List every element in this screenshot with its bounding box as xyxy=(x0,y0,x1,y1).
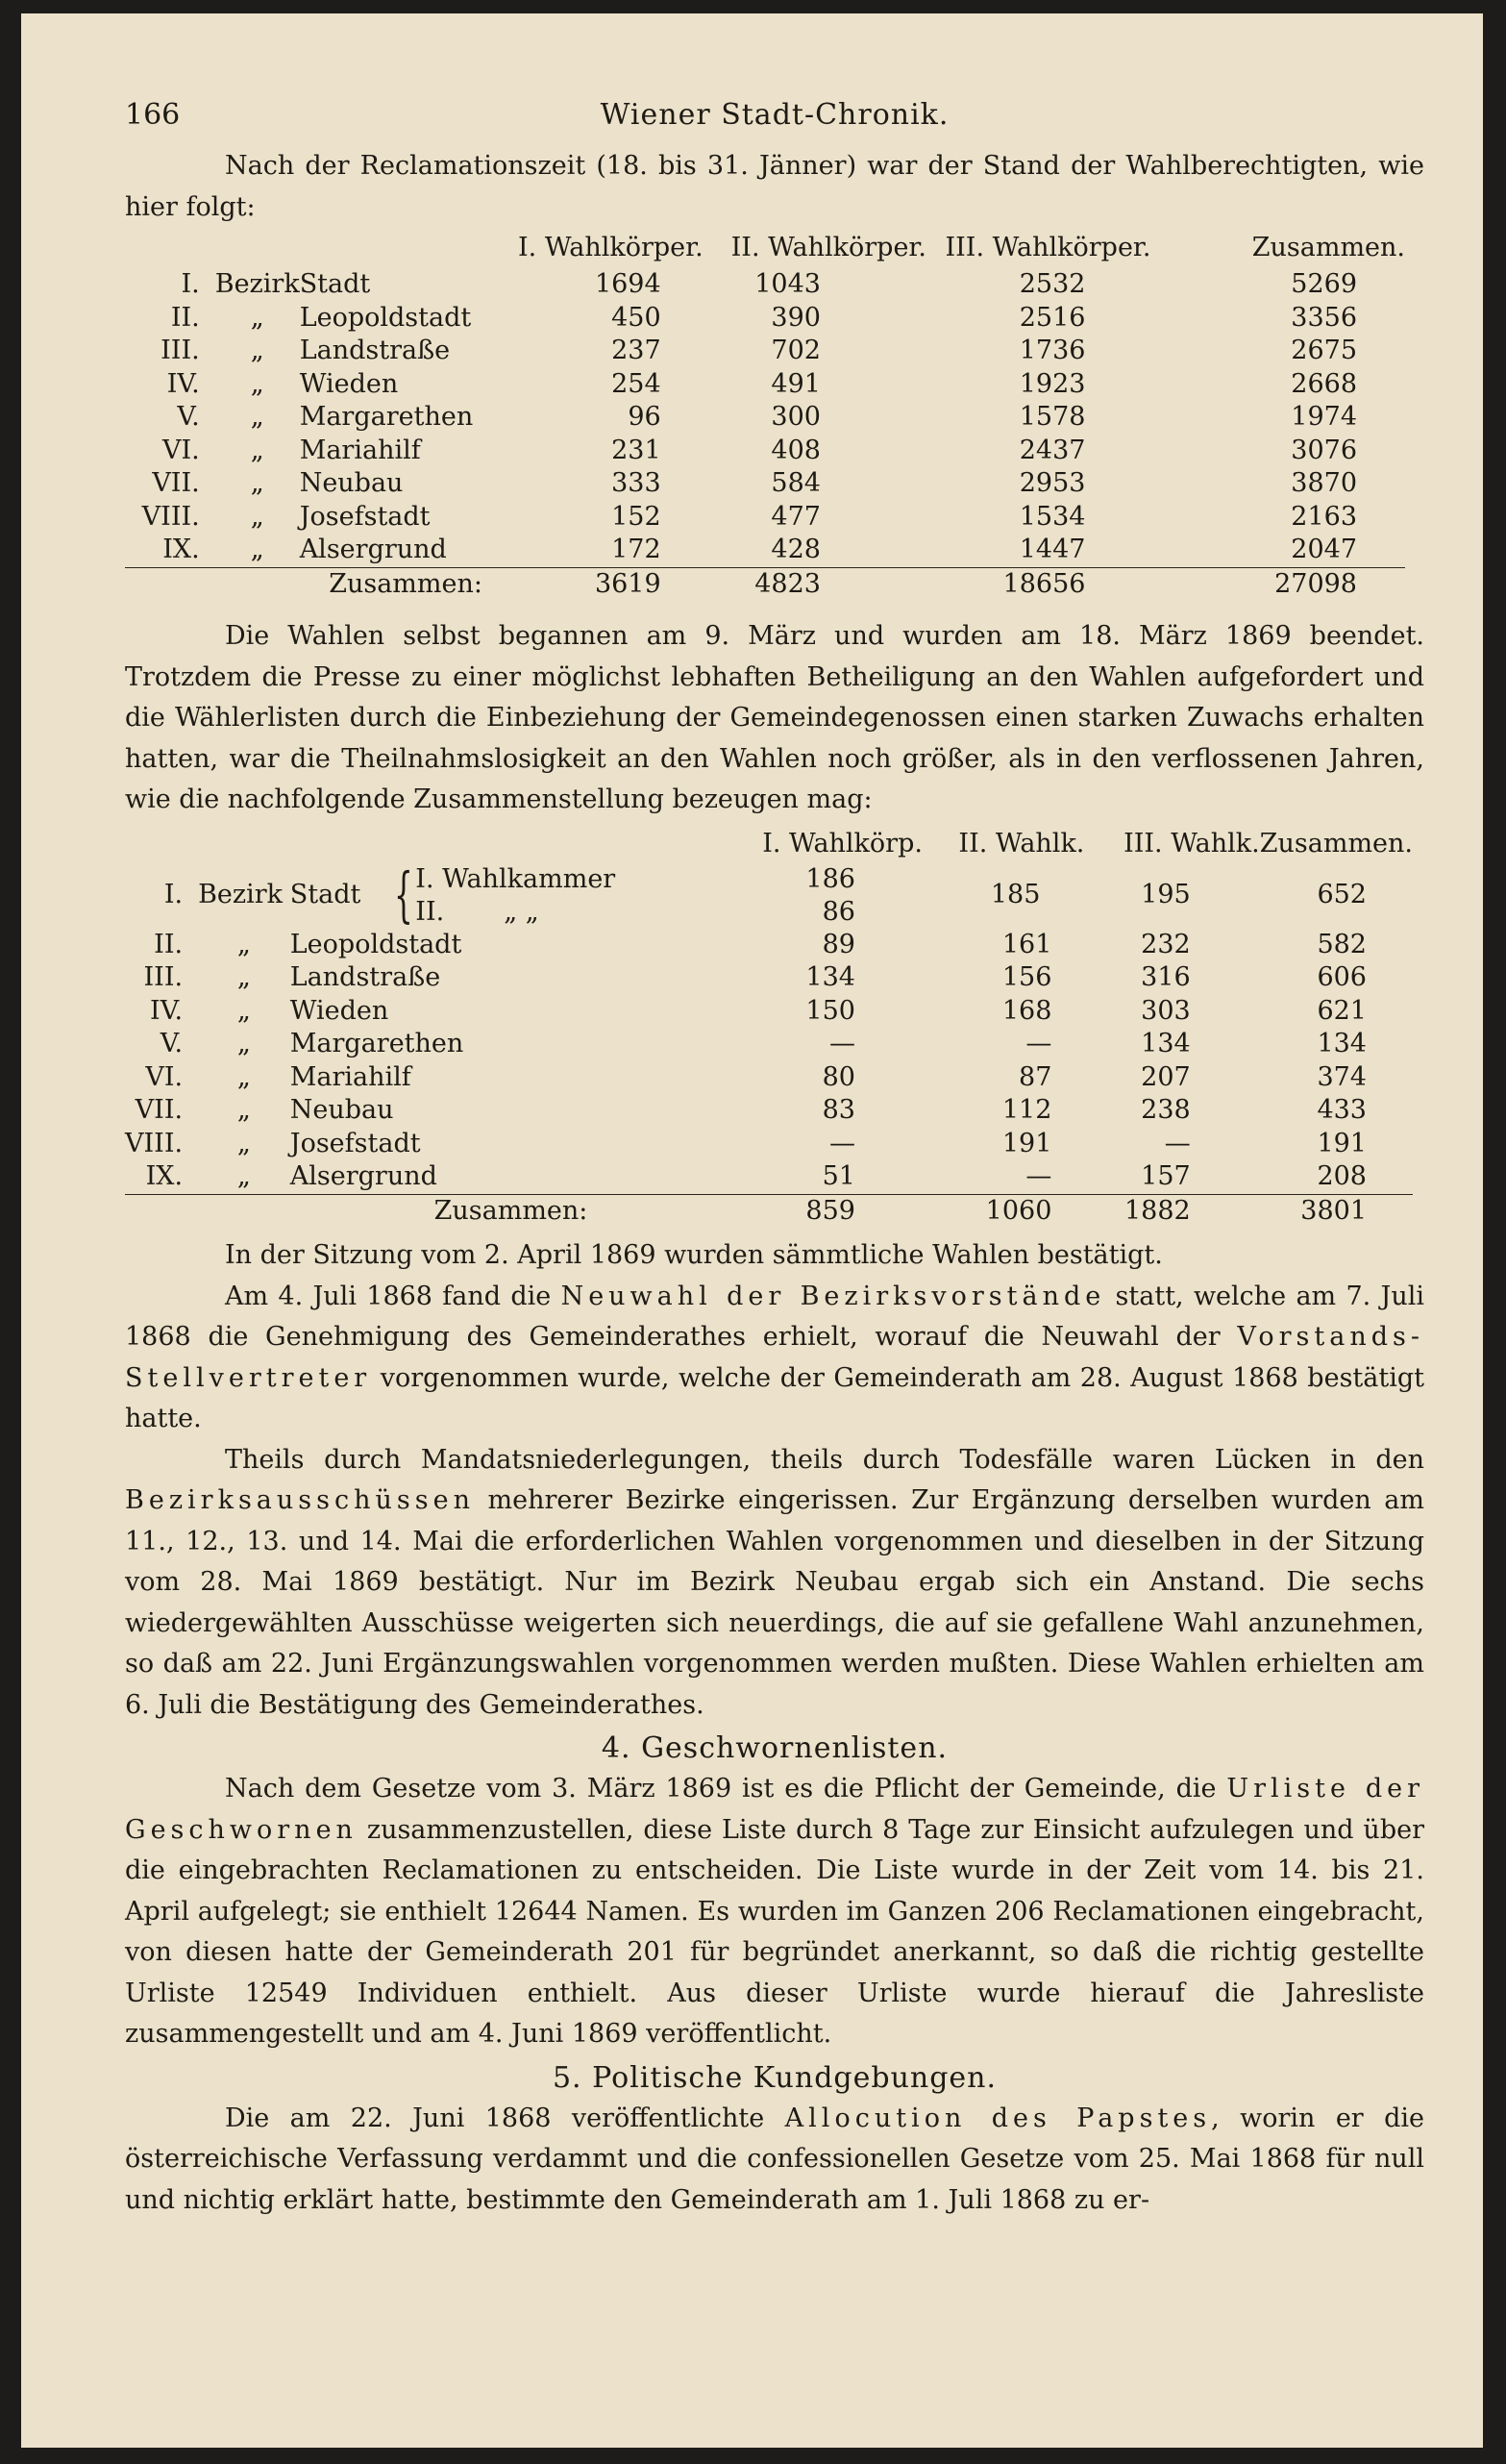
district-number: II. xyxy=(170,302,200,333)
luecken-paragraph: Theils durch Mandatsniederlegungen, theils durch Todesfälle waren Lücken in den Bezirksausschüssen mehrerer Bezirke eingerissen. Zur Ergänzung derselben wurden am 11., 12., 13. und 14. Mai die erforderlichen Wahlen vorgenommen und dieselben in der Sitzung vom 28. Mai 1869 bestätigt. Nur im Bezirk Neubau ergab sich ein Anstand. Die sechs wiedergewählten Ausschüsse weigerten sich neuerdings, die auf sie gefallene Wahl anzunehmen, so daß am 22. Juni Ergänzungswahlen vorgenommen werden mußten. Diese Wahlen erhielten am 6. Juli die Bestätigung des Gemeinderathes. xyxy=(125,1444,1424,1720)
cell-value: 134 xyxy=(1141,1029,1191,1058)
table-row xyxy=(125,401,1405,435)
section-heading: 5. Politische Kundgebungen. xyxy=(552,2060,998,2095)
spaced-term: Vorstands-Stellvertreter xyxy=(125,1322,1424,1393)
cell-value: 428 xyxy=(771,535,821,564)
cell-value: 1694 xyxy=(594,269,661,299)
sum-label: Zusammen: xyxy=(300,567,512,601)
district-number: IV. xyxy=(166,368,200,399)
sum-cell: 27098 xyxy=(1150,567,1405,601)
cell-value: 150 xyxy=(805,995,855,1026)
table-row xyxy=(125,1160,1413,1194)
table-row xyxy=(125,435,1405,468)
cell-value: 5269 xyxy=(1291,269,1357,299)
cell-value: 1974 xyxy=(1291,402,1357,432)
ditto-mark: „ xyxy=(250,402,264,432)
cell-value: 157 xyxy=(1141,1161,1191,1191)
district-name: Stadt xyxy=(299,269,371,299)
chamber-brace xyxy=(394,859,731,930)
district-name: Leopoldstadt xyxy=(299,302,472,333)
cell-value: 2668 xyxy=(1291,368,1357,399)
ditto-mark: „ xyxy=(236,995,251,1026)
table-row xyxy=(125,335,1405,368)
district-name: Landstraße xyxy=(289,962,441,992)
cell-value: 2516 xyxy=(1019,302,1086,333)
cell-value: 2532 xyxy=(1019,269,1086,299)
district-name: Neubau xyxy=(299,468,404,498)
district-name: Josefstadt xyxy=(299,501,431,532)
col-header: II. Wahlkörper. xyxy=(730,233,926,262)
ditto-mark: „ xyxy=(250,535,264,564)
cell-value: 191 xyxy=(1317,1128,1367,1158)
cell-value: 1043 xyxy=(754,269,821,299)
cell-value: 300 xyxy=(771,402,821,432)
cell-value: — xyxy=(1025,1029,1052,1058)
ditto-mark: Bezirk xyxy=(214,269,300,299)
sum-cell: 1060 xyxy=(923,1194,1084,1228)
spaced-term: Urliste der Geschwornen xyxy=(125,1774,1424,1845)
district-name: Margarethen xyxy=(299,402,474,432)
cell-value: — xyxy=(828,1128,855,1158)
district-number: V. xyxy=(160,1029,184,1058)
neuwahl-paragraph: Am 4. Juli 1868 fand die Neuwahl der Bezirksvorstände statt, welche am 7. Juli 1868 die Genehmigung des Gemeinderathes erhielt, worauf die Neuwahl der Vorstands-Stellvertreter vorgenommen wurde, welche der Gemeinderath am 28. August 1868 bestätigt hatte. xyxy=(125,1281,1425,1433)
cell-value: 237 xyxy=(611,336,661,365)
ditto-mark: „ xyxy=(236,1061,251,1092)
cell-value: 96 xyxy=(628,402,661,432)
voters-table xyxy=(125,228,1405,601)
cell-value: 333 xyxy=(611,468,661,498)
ditto-mark: „ xyxy=(250,336,264,365)
page-number: 166 xyxy=(125,98,181,132)
cell-value: 1447 xyxy=(1019,535,1086,564)
col-header: I. Wahlkörp. xyxy=(762,828,923,859)
cell-value: 3870 xyxy=(1291,468,1357,498)
cell-value: 238 xyxy=(1141,1095,1191,1125)
cell-value: 477 xyxy=(771,501,821,532)
col-header: III. Wahlkörper. xyxy=(945,233,1151,262)
ditto-mark: „ xyxy=(250,302,264,333)
district-name: Leopoldstadt xyxy=(289,929,462,959)
voters-table-header xyxy=(125,228,1405,268)
district-number: VI. xyxy=(145,1061,184,1092)
ditto-mark: „ xyxy=(236,1029,251,1058)
cell-value: 582 xyxy=(1317,929,1367,959)
table-sum-row xyxy=(125,1194,1413,1228)
district-number: I. xyxy=(163,880,184,910)
spaced-term: Neuwahl der Bezirksvorstände xyxy=(560,1281,1106,1311)
cell-value: 1578 xyxy=(1019,402,1086,432)
cell-value: 1534 xyxy=(1019,501,1086,532)
cell-value: — xyxy=(828,1029,855,1058)
ditto-mark: „ xyxy=(236,1161,251,1191)
col-header: II. Wahlk. xyxy=(958,828,1085,859)
table-row xyxy=(125,268,1405,302)
table-row xyxy=(125,995,1413,1029)
cell-value: 156 xyxy=(1001,962,1052,992)
district-name: Alsergrund xyxy=(289,1161,437,1191)
table-row xyxy=(125,534,1405,567)
cell-value: 186 xyxy=(805,863,855,894)
sum-cell: 4823 xyxy=(704,567,926,601)
col-header: I. Wahlkörper. xyxy=(518,233,704,262)
cell-value: 450 xyxy=(611,302,661,333)
district-name: Neubau xyxy=(289,1095,394,1125)
sitting-paragraph: In der Sitzung vom 2. April 1869 wurden sämmtliche Wahlen bestätigt. xyxy=(225,1240,1163,1270)
table-row xyxy=(125,1061,1413,1095)
cell-value: 1736 xyxy=(1019,336,1086,365)
table-row xyxy=(125,501,1405,535)
table-row xyxy=(125,1094,1413,1128)
district-word: Bezirk xyxy=(198,880,284,910)
sum-cell: 3619 xyxy=(512,567,704,601)
table-row xyxy=(125,368,1405,402)
spaced-term: Bezirksausschüssen xyxy=(125,1485,475,1515)
cell-value: 112 xyxy=(1001,1095,1052,1125)
cell-value: 491 xyxy=(771,368,821,399)
district-name: Landstraße xyxy=(299,336,451,365)
spaced-term: Allocution des Papstes xyxy=(784,2103,1212,2133)
cell-value: 390 xyxy=(771,302,821,333)
cell-value: — xyxy=(1025,1161,1052,1191)
cell-value: 87 xyxy=(1019,1061,1052,1092)
ditto-mark: „ xyxy=(236,1095,251,1125)
cell-value: 2163 xyxy=(1291,501,1357,532)
cell-value: 134 xyxy=(1317,1029,1367,1058)
chamber-2: II. „ „ xyxy=(415,896,539,927)
elections-paragraph: Die Wahlen selbst begannen am 9. März und wurden am 18. März 1869 beendet. Trotzdem die Presse zu einer möglichst lebhaften Betheiligung an den Wahlen aufgefordert und die Wählerlisten durch die Einbeziehung der Gemeindegenossen einen starken Zuwachs erhalten hatten, war die Theilnahmslosigkeit an den Wahlen noch größer, als in den verflossenen Jahren, wie die nachfolgende Zusammenstellung bezeugen mag: xyxy=(125,621,1424,814)
book-page xyxy=(21,13,1483,2448)
section5-paragraph: Die am 22. Juni 1868 veröffentlichte Allocution des Papstes, worin er die österreichische Verfassung verdammt und die confessionellen Gesetze vom 25. Mai 1868 für null und nichtig erklärt hatte, bestimmte den Gemeinderath am 1. Juli 1868 zu er- xyxy=(125,2103,1425,2215)
sum-cell: 859 xyxy=(731,1194,923,1228)
cell-value: 606 xyxy=(1317,962,1367,992)
cell-value: 172 xyxy=(611,535,661,564)
district-name: Mariahilf xyxy=(289,1061,411,1092)
district-number: VII. xyxy=(135,1095,184,1125)
district-name: Josefstadt xyxy=(289,1128,421,1158)
col-header: Zusammen. xyxy=(1251,233,1405,262)
ditto-mark: „ xyxy=(236,929,251,959)
district-number: II. xyxy=(154,929,184,959)
table-row xyxy=(125,302,1405,336)
cell-value: 2437 xyxy=(1019,435,1086,465)
cell-value: 207 xyxy=(1141,1061,1191,1092)
table-row xyxy=(125,467,1405,501)
district-name: Alsergrund xyxy=(299,535,447,564)
cell-value: 254 xyxy=(611,368,661,399)
ditto-mark: „ xyxy=(250,368,264,399)
sum-label: Zusammen: xyxy=(290,1194,732,1228)
cell-value: 652 xyxy=(1317,880,1367,910)
cell-value: 1923 xyxy=(1019,368,1086,399)
district-name: Wieden xyxy=(289,995,389,1026)
cell-value: 702 xyxy=(771,336,821,365)
cell-value: 231 xyxy=(611,435,661,465)
cell-value: 208 xyxy=(1317,1161,1367,1191)
turnout-table xyxy=(125,825,1413,1229)
ditto-mark: „ xyxy=(250,501,264,532)
section4-paragraph: Nach dem Gesetze vom 3. März 1869 ist es die Pflicht der Gemeinde, die Urliste der Geschwornen zusammenzustellen, diese Liste durch 8 Tage zur Einsicht aufzulegen und über die eingebrachten Reclamationen zu entscheiden. Die Liste wurde in der Zeit vom 14. bis 21. April aufgelegt; sie enthielt 12644 Namen. Es wurden im Ganzen 206 Reclamationen eingebracht, von diesen hatte der Gemeinderath 201 für begründet anerkannt, so daß die richtig gestellte Urliste 12549 Individuen enthielt. Aus dieser Urliste wurde hierauf die Jahresliste zusammengestellt und am 4. Juni 1869 veröffentlicht. xyxy=(125,1774,1424,2049)
cell-value: 2953 xyxy=(1019,468,1086,498)
stacked-cell xyxy=(731,863,923,929)
cell-value: 621 xyxy=(1317,995,1367,1026)
cell-value: 2047 xyxy=(1291,535,1357,564)
district-number: VIII. xyxy=(141,501,200,532)
page-header xyxy=(125,88,1424,146)
district-number: III. xyxy=(143,962,184,992)
sum-cell: 18656 xyxy=(926,567,1151,601)
cell-value: 433 xyxy=(1317,1095,1367,1125)
cell-value: 168 xyxy=(1001,995,1052,1026)
cell-value: 3076 xyxy=(1291,435,1357,465)
cell-value: 86 xyxy=(822,896,855,927)
table-sum-row xyxy=(125,567,1405,601)
district-number: IX. xyxy=(145,1161,184,1191)
table-row xyxy=(125,961,1413,995)
sum-cell: 1882 xyxy=(1084,1194,1259,1228)
ditto-mark: „ xyxy=(250,468,264,498)
ditto-mark: „ xyxy=(250,435,264,465)
page-content xyxy=(125,88,1424,2221)
district-number: III. xyxy=(160,336,200,365)
curly-brace-icon: { xyxy=(394,859,414,930)
district-number: VI. xyxy=(161,435,200,465)
cell-value: 83 xyxy=(822,1095,855,1125)
cell-value: 80 xyxy=(822,1061,855,1092)
district-name: Wieden xyxy=(299,368,399,399)
district-number: VIII. xyxy=(125,1128,184,1158)
cell-value: 2675 xyxy=(1291,336,1357,365)
district-number: V. xyxy=(177,402,200,432)
cell-value: 408 xyxy=(771,435,821,465)
table-row-stadt xyxy=(125,863,1413,929)
district-name: Margarethen xyxy=(289,1029,464,1058)
table-row xyxy=(125,1028,1413,1061)
cell-value: 191 xyxy=(1001,1128,1052,1158)
cell-value: 195 xyxy=(1141,880,1191,910)
cell-value: 316 xyxy=(1141,962,1191,992)
cell-value: 152 xyxy=(611,501,661,532)
chamber-1: I. Wahlkammer xyxy=(415,863,616,894)
cell-value: 134 xyxy=(805,962,855,992)
cell-value: 374 xyxy=(1317,1061,1367,1092)
district-number: IV. xyxy=(150,995,184,1026)
col-header: Zusammen. xyxy=(1259,828,1413,859)
cell-value: 303 xyxy=(1141,995,1191,1026)
table-row xyxy=(125,929,1413,962)
table-row xyxy=(125,1128,1413,1161)
section-heading: 4. Geschwornenlisten. xyxy=(601,1731,949,1765)
ditto-mark: „ xyxy=(236,1128,251,1158)
district-number: IX. xyxy=(162,535,200,564)
running-title: Wiener Stadt-Chronik. xyxy=(600,98,950,132)
cell-value: 584 xyxy=(771,468,821,498)
cell-value: 232 xyxy=(1141,929,1191,959)
district-name: Stadt xyxy=(289,880,361,910)
district-name: Mariahilf xyxy=(299,435,421,465)
district-number: I. xyxy=(181,269,200,299)
turnout-table-header xyxy=(125,825,1413,863)
intro-paragraph: Nach der Reclamationszeit (18. bis 31. Jänner) war der Stand der Wahlberechtigten, wie hier folgt: xyxy=(125,151,1424,222)
cell-value: — xyxy=(1164,1128,1191,1158)
cell-value: 3356 xyxy=(1291,302,1357,333)
cell-value: 89 xyxy=(822,929,855,959)
cell-value: 161 xyxy=(1001,929,1052,959)
cell-value: 51 xyxy=(822,1161,855,1191)
ditto-mark: „ xyxy=(236,962,251,992)
col-header: III. Wahlk. xyxy=(1123,828,1260,859)
cell-value: 185 xyxy=(990,880,1041,910)
sum-cell: 3801 xyxy=(1260,1194,1413,1228)
district-number: VII. xyxy=(152,468,200,498)
